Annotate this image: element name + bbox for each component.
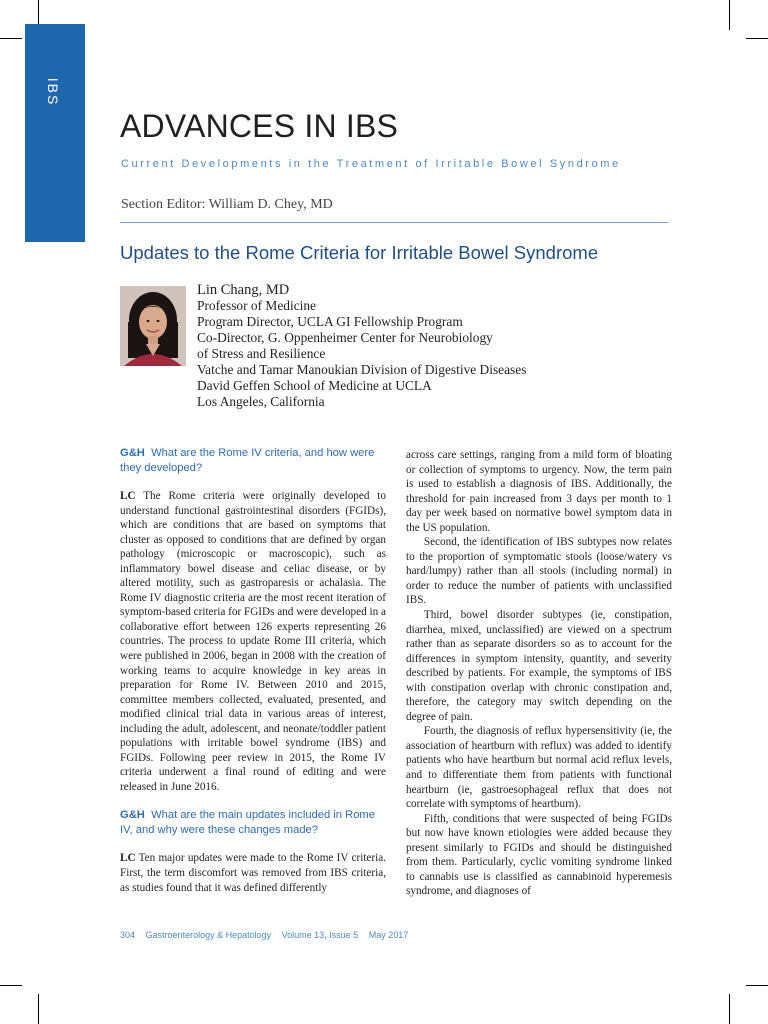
section-tab-label: IBS — [45, 77, 61, 107]
journal-date: May 2017 — [368, 930, 409, 940]
body-paragraph: Fourth, the diagnosis of reflux hypersensitivity (ie, the association of heartburn with reflux) was added to identify patients who have heartburn but normal acid reflux levels, and to differentiate them from patients with functional heartburn (ie, gastroesophageal reflux that does not correlate with symptoms of heartburn). — [406, 725, 672, 811]
question-tag: G&H — [120, 447, 145, 459]
author-affiliation-line: David Geffen School of Medicine at UCLA — [197, 378, 432, 393]
author-affiliation-line: Los Angeles, California — [197, 394, 325, 409]
body-paragraph: Fifth, conditions that were suspected of being FGIDs but now have known etiologies were added because they present similarly to FGIDs and should be distinguished from them. Particularly, cyclic vomiting syndrome linked to cannabis use is classified as cannabinoid hyperemesis syndrome, and diagnoses of — [406, 812, 672, 898]
author-photo — [120, 286, 186, 366]
crop-mark — [746, 38, 768, 39]
author-name: Lin Chang, MD — [197, 282, 290, 298]
crop-mark — [746, 985, 768, 986]
question-tag: G&H — [120, 809, 145, 822]
journal-volume: Volume 13, Issue 5 — [281, 930, 359, 940]
answer-paragraph — [120, 489, 386, 794]
article-column-left — [120, 446, 386, 895]
crop-mark — [0, 38, 22, 39]
question-text: What are the Rome IV criteria, and how were they developed? — [120, 447, 375, 474]
question-text: What are the main updates included in Rome IV, and why were these changes made? — [120, 809, 375, 836]
crop-mark — [0, 985, 22, 986]
article-column-right — [406, 448, 672, 899]
section-title: ADVANCES IN IBS — [120, 108, 399, 144]
author-portrait-illustration — [120, 286, 186, 366]
body-paragraph: across care settings, ranging from a mild form of bloating or collection of symptoms to urgency. Now, the term pain is used to establish a diagnosis of IBS. Additionally, the threshold for pain increased from 3 days per month to 1 day per week based on normative bowel symptom data in the US population. — [406, 449, 672, 534]
header-divider — [120, 222, 668, 223]
author-affiliation-line: Vatche and Tamar Manoukian Division of Digestive Diseases — [197, 362, 527, 377]
page-footer — [120, 930, 416, 940]
author-affiliation-line: Co-Director, G. Oppenheimer Center for Neurobiology — [197, 330, 493, 345]
author-affiliation-line: Professor of Medicine — [197, 298, 316, 313]
crop-mark — [729, 994, 730, 1024]
article-title: Updates to the Rome Criteria for Irritable Bowel Syndrome — [120, 242, 599, 263]
answer-text: Ten major updates were made to the Rome IV criteria. First, the term discomfort was removed from IBS criteria, as studies found that it was defined differently — [120, 852, 386, 894]
page-number: 304 — [120, 930, 136, 940]
journal-name: Gastroenterology & Hepatology — [145, 930, 272, 940]
body-paragraph: Third, bowel disorder subtypes (ie, constipation, diarrhea, mixed, unclassified) are viewed on a spectrum rather than as separate disorders so as to account for the differences in symptom intensity, quantity, and severity described by patients. For example, the symptoms of IBS with constipation overlap with chronic constipation and, therefore, the category may switch depending on the degree of pain. — [406, 609, 672, 723]
question-heading — [120, 446, 386, 475]
section-editor: Section Editor: William D. Chey, MD — [121, 197, 333, 212]
crop-mark — [38, 994, 39, 1024]
author-affiliation-line: of Stress and Resilience — [197, 346, 326, 361]
section-subtitle: Current Developments in the Treatment of Irritable Bowel Syndrome — [121, 158, 621, 170]
question-heading — [120, 808, 386, 837]
answer-paragraph — [120, 851, 386, 895]
author-info — [197, 282, 526, 410]
section-tab — [25, 24, 85, 242]
answer-text: The Rome criteria were originally developed to understand functional gastrointestinal disorders (FGIDs), which are conditions that are based on symptoms that cluster as opposed to conditions that are defined by organ pathology (microscopic or macroscopic), such as inflammatory bowel disease and celiac disease, or by altered motility, such as gastroparesis or achalasia. The Rome IV diagnostic criteria are the most recent iteration of symptom-based criteria for FGIDs and were developed in a collaborative effort between 126 experts representing 26 countries. The process to update Rome III criteria, which were published in 2006, began in 2008 with the creation of working teams to acquire knowledge in key areas in preparation for Rome IV. Between 2010 and 2015, committee members collected, evaluated, presented, and modified clinical trial data in various areas of interest, including the adult, adolescent, and neonate/toddler patient populations with irritable bowel syndrome (IBS) and FGIDs. Following peer review in 2015, the Rome IV criteria underwent a final round of editing and were released in June 2016. — [120, 490, 386, 793]
crop-mark — [729, 0, 730, 30]
body-paragraph: Second, the identification of IBS subtypes now relates to the proportion of symptomatic stools (loose/watery vs hard/lumpy) rather than all stools (including normal) in order to reduce the number of patients with unclassified IBS. — [406, 536, 672, 607]
answer-tag: LC — [120, 852, 136, 865]
author-affiliation-line: Program Director, UCLA GI Fellowship Program — [197, 314, 463, 329]
answer-tag: LC — [120, 490, 136, 502]
